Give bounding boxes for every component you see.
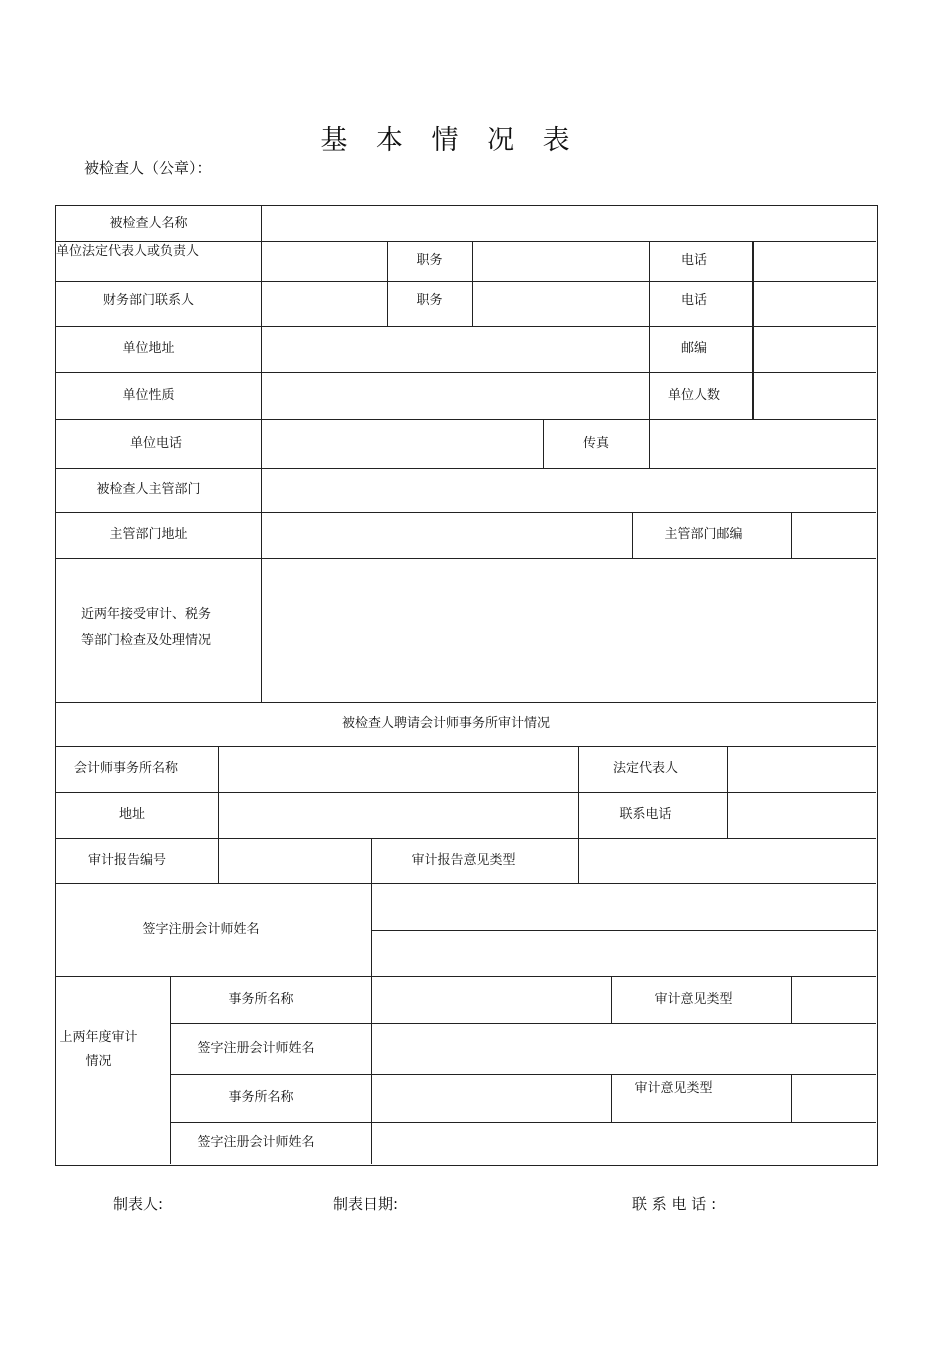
prev-years-line1: 上两年度审计 — [59, 1030, 138, 1045]
form-title: 基 本 情 况 表 — [320, 125, 580, 156]
contact-phone-label: 联系电话 — [619, 807, 672, 822]
row-divider — [371, 930, 876, 931]
finance-contact-label: 财务部门联系人 — [102, 293, 194, 308]
row-divider — [56, 558, 876, 559]
col-divider — [578, 838, 579, 883]
legal-representative-label: 法定代表人 — [612, 761, 678, 776]
prev-years-line2: 情况 — [85, 1054, 112, 1069]
col-divider — [752, 241, 754, 419]
inspected-party-seal-label: 被检查人（公章）： — [84, 159, 212, 177]
prev-opinion-type-label-1: 审计意见类型 — [654, 991, 733, 1007]
supervisor-address-label: 主管部门地址 — [109, 527, 188, 542]
supervisor-postcode-label: 主管部门邮编 — [664, 527, 743, 542]
firm-address-label: 地址 — [118, 807, 145, 822]
firm-name-label: 会计师事务所名称 — [73, 761, 178, 776]
audit-history-line1: 近两年接受审计、税务 — [80, 607, 211, 622]
opinion-type-label: 审计报告意见类型 — [411, 852, 516, 868]
col-divider — [649, 419, 650, 468]
unit-nature-label: 单位性质 — [122, 387, 175, 403]
finance-position-label: 职务 — [416, 293, 443, 308]
fax-label: 传真 — [582, 435, 609, 451]
legal-rep-label: 单位法定代表人或负责人 — [56, 244, 200, 259]
headcount-label: 单位人数 — [667, 387, 720, 403]
report-number-label: 审计报告编号 — [87, 852, 166, 868]
prev-firm-name-label-1: 事务所名称 — [228, 991, 294, 1007]
col-divider — [791, 512, 792, 558]
postcode-label: 邮编 — [680, 341, 707, 356]
signing-cpa-label: 签字注册会计师姓名 — [142, 921, 260, 937]
col-divider — [261, 206, 262, 702]
col-divider — [727, 746, 728, 838]
prev-signing-cpa-label-1: 签字注册会计师姓名 — [197, 1040, 315, 1056]
prev-years-label — [56, 1026, 141, 1074]
finance-phone-label: 电话 — [680, 293, 707, 308]
col-divider — [472, 241, 473, 326]
prev-signing-cpa-label-2: 签字注册会计师姓名 — [197, 1135, 315, 1150]
col-divider — [218, 746, 219, 883]
cpa-section-heading: 被检查人聘请会计师事务所审计情况 — [341, 716, 550, 731]
unit-address-label: 单位地址 — [122, 341, 175, 356]
preparer-label: 制表人: — [113, 1195, 164, 1213]
legal-rep-phone-label: 电话 — [680, 253, 707, 268]
col-divider — [791, 976, 792, 1023]
col-divider — [791, 1074, 792, 1122]
prev-firm-name-label-2: 事务所名称 — [228, 1090, 294, 1105]
audit-history-line2: 等部门检查及处理情况 — [80, 633, 211, 648]
inspected-name-label: 被检查人名称 — [109, 215, 188, 231]
col-divider — [371, 838, 372, 1164]
prev-opinion-type-label-2: 审计意见类型 — [634, 1081, 713, 1096]
legal-rep-position-label: 职务 — [416, 253, 443, 268]
supervisor-dept-label: 被检查人主管部门 — [96, 482, 201, 497]
basic-info-table — [55, 205, 878, 1166]
contact-phone-footer-label: 联 系 电 话 : — [632, 1195, 717, 1213]
audit-history-label — [56, 598, 236, 658]
prepared-date-label: 制表日期: — [333, 1195, 399, 1213]
unit-phone-label: 单位电话 — [129, 435, 182, 451]
